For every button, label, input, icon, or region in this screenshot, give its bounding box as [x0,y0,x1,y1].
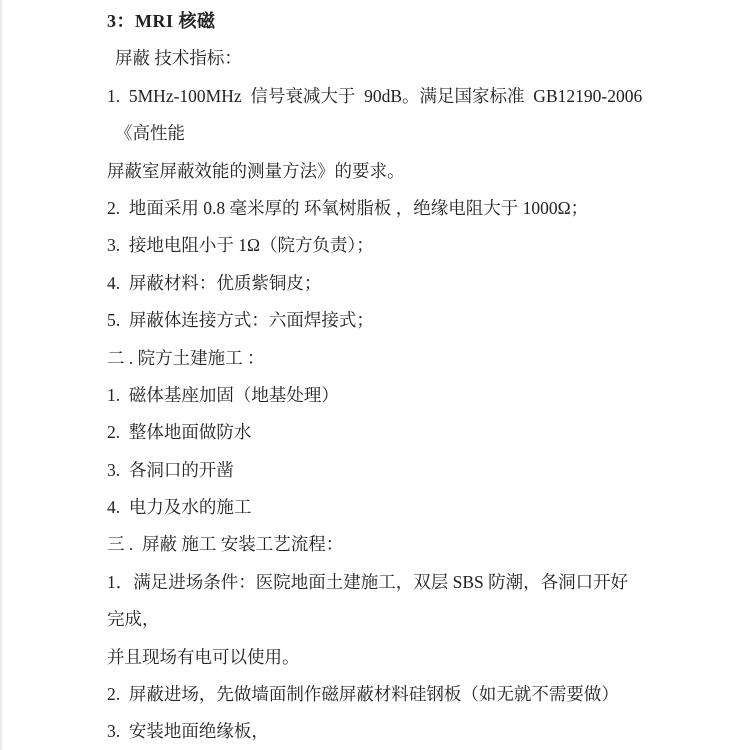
doc-line-section-3: 三 . 屏蔽 施工 安装工艺流程： [107,534,344,555]
doc-line-item-2: 2. 地面采用 0.8 毫米厚的 环氧树脂板 ，绝缘电阻大于 1000Ω； [107,197,589,218]
doc-line-item-1-cont: 《高性能 [115,123,185,144]
scan-edge-artifact [0,0,3,750]
doc-line-s3-item-1-cont: 完成， [107,609,160,630]
doc-line-s2-item-1: 1. 磁体基座加固（地基处理） [107,384,339,405]
doc-line-s3-item-1: 1．满足进场条件：医院地面土建施工，双层 SBS 防潮，各洞口开好 [107,571,629,592]
doc-line-item-5: 5. 屏蔽体连接方式：六面焊接式； [107,310,374,331]
doc-line-s3-item-1-cont-2: 并且现场有电可以使用。 [107,646,300,667]
doc-line-s3-item-3: 3. 安装地面绝缘板， [107,721,269,742]
doc-line-item-1: 1. 5MHz-100MHz 信号衰减大于 90dB。满足国家标准 GB12190-2006 [107,85,643,106]
doc-line-s2-item-4: 4. 电力及水的施工 [107,497,252,518]
doc-line-item-4: 4. 屏蔽材料：优质紫铜皮； [107,272,322,293]
doc-line-item-1-cont-2: 屏蔽室屏蔽效能的测量方法》的要求。 [107,160,405,181]
doc-line-s2-item-3: 3. 各洞口的开凿 [107,459,234,480]
doc-line-s3-item-2: 2. 屏蔽进场，先做墙面制作磁屏蔽材料硅钢板（如无就不需要做） [107,684,619,705]
document-body [107,3,740,750]
document-heading: 3：MRI 核磁 [107,11,216,31]
doc-line-item-3: 3. 接地电阻小于 1Ω（院方负责）； [107,235,374,256]
doc-line-s2-item-2: 2. 整体地面做防水 [107,422,252,443]
doc-line-tech-specs: 屏蔽 技术指标： [115,48,242,69]
doc-line-section-2: 二 . 院方土建施工 ： [107,347,265,368]
